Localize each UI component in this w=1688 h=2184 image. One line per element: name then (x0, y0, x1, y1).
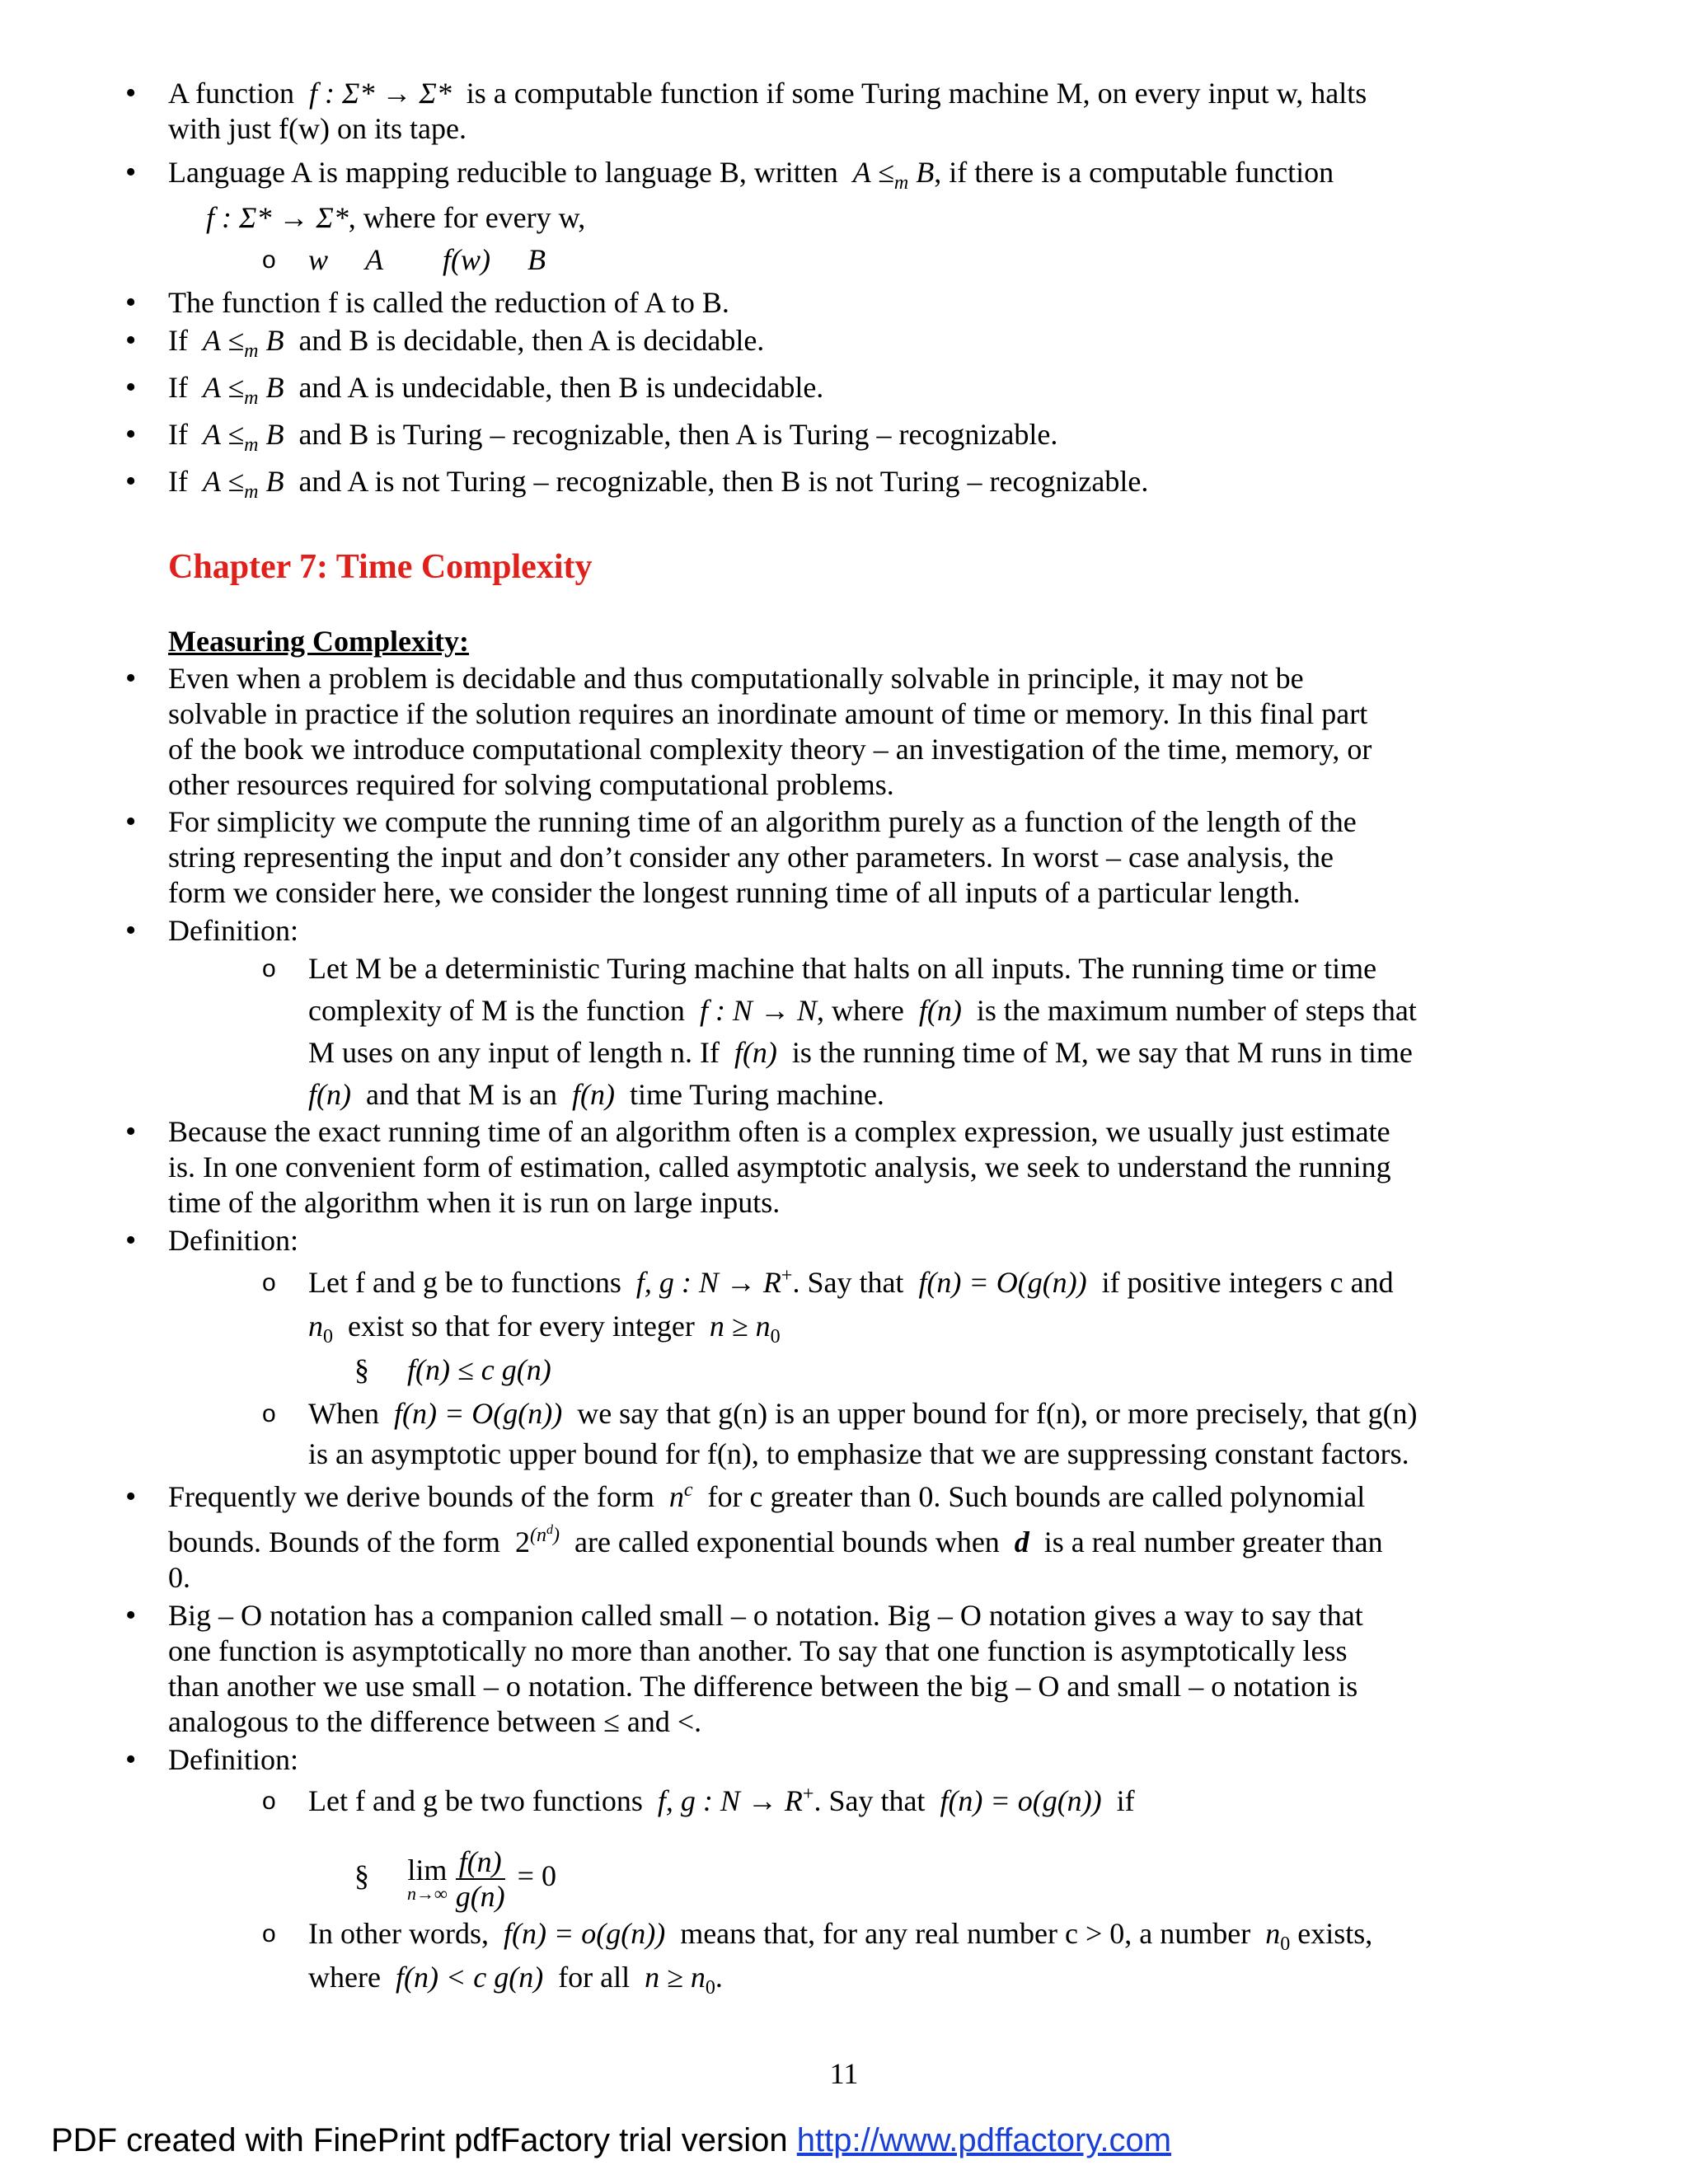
footer-text: PDF created with FinePrint pdfFactory trial version (51, 2122, 788, 2158)
bullet-complexity-intro: • Even when a problem is decidable and thus computationally solvable in principle, it may not be solvable in practice if the solution requires an inordinate amount of time or memory. In this final part of the book we introduce computational complexity theory – an investigation of the time, memory, or other resources required for solving computational problems. (168, 661, 1503, 803)
mapping-condition: o w A f(w) B (308, 242, 1503, 278)
bullet-computable-function: • A function f : Σ* → Σ* is a computable function if some Turing machine M, on every input w, halts with just f(w) on its tape. (168, 76, 1503, 147)
bullet-small-o-notation: • Big – O notation has a companion called small – o notation. Big – O notation gives a way to say that one function is asymptotically no more than another. To say that one function is asymptotically less than another we use small – o notation. The difference between the big – O and small – o notation is analogous to the difference between ≤ and <. (168, 1598, 1503, 1740)
definition-big-o: o Let f and g be to functions f, g : N → R+. Say that f(n) = O(g(n)) if positive integers c and $n_0$ exist so that for every integer $n \ge n_0$ (308, 1265, 1503, 1344)
bullet-theorem-recognizable: • If $A \le_m$ B and B is Turing – recognizable, then A is Turing – recognizable. (168, 417, 1503, 452)
bullet-definition-3: • Definition: (168, 1742, 1503, 1778)
definition-small-o: o Let f and g be two functions f, g : N → R+. Say that f(n) = o(g(n)) if (308, 1783, 1503, 1819)
limit-operator: § lim n→∞ (407, 1853, 448, 1904)
bullet-theorem-decidable: • If $A \le_m$ B and B is decidable, then A is decidable. (168, 323, 1503, 359)
bullet-mapping-reducible: • Language A is mapping reducible to language B, written $A \le_m$ B, if there is a computable function (168, 155, 1503, 190)
chapter-title: Chapter 7: Time Complexity (168, 548, 593, 586)
limit-fraction: $\frac{f(n)}{g(n)}$ (455, 1844, 505, 1913)
small-o-limit: § lim n→∞ $\frac{f(n)}{g(n)}$ = 0 (407, 1843, 1479, 1913)
pdf-footer (51, 2120, 1171, 2161)
bullet-asymptotic-analysis: • Because the exact running time of an algorithm often is a complex expression, we usually just estimate is. In one convenient form of estimation, called asymptotic analysis, we seek to understand the running time of the algorithm when it is run on large inputs. (168, 1114, 1503, 1221)
small-o-explanation: o In other words, f(n) = o(g(n)) means that, for any real number c > 0, a number $n_0$ exists, where f(n) < c g(n) for all $n \ge n_0$. (308, 1916, 1503, 1995)
bullet-theorem-undecidable: • If $A \le_m$ B and A is undecidable, then B is undecidable. (168, 370, 1503, 405)
bullet-polynomial-bounds: • Frequently we derive bounds of the form $n^c$ for c greater than 0. Such bounds are called polynomial bounds. Bounds of the form $2^{(n^d)}$ are called exponential bounds when d is a real number greater than 0. (168, 1479, 1503, 1596)
section-title: Measuring Complexity: (168, 625, 469, 658)
footer-link[interactable]: http://www.pdffactory.com (796, 2122, 1172, 2158)
bullet-running-time: • For simplicity we compute the running time of an algorithm purely as a function of the length of the string representing the input and don’t consider any other parameters. In worst – case analysis, the form we consider here, we consider the longest running time of all inputs of a particular length. (168, 804, 1503, 911)
big-o-inequality: § f(n) ≤ c g(n) (407, 1352, 1479, 1388)
bullet-theorem-not-recognizable: • If $A \le_m$ B and A is not Turing – recognizable, then B is not Turing – recognizable. (168, 464, 1503, 499)
bullet-definition-2: • Definition: (168, 1223, 1503, 1258)
big-o-upper-bound: o When f(n) = O(g(n)) we say that g(n) is an upper bound for f(n), or more precisely, that g(n) is an asymptotic upper bound for f(n), to emphasize that we are suppressing constant factors. (308, 1396, 1503, 1472)
definition-running-time: o Let M be a deterministic Turing machine that halts on all inputs. The running time or time complexity of M is the function f : N → N, where f(n) is the maximum number of steps that M uses on any input of length n. If f(n) is the running time of M, we say that M runs in time f(n) and that M is an f(n) time Turing machine. (308, 951, 1503, 1113)
bullet-reduction-definition: • The function f is called the reduction of A to B. (168, 285, 1503, 321)
mapping-function-line: f : Σ* → Σ*, where for every w, (206, 201, 586, 234)
page-number: 11 (829, 2057, 859, 2090)
bullet-definition-1: • Definition: (168, 913, 1503, 949)
